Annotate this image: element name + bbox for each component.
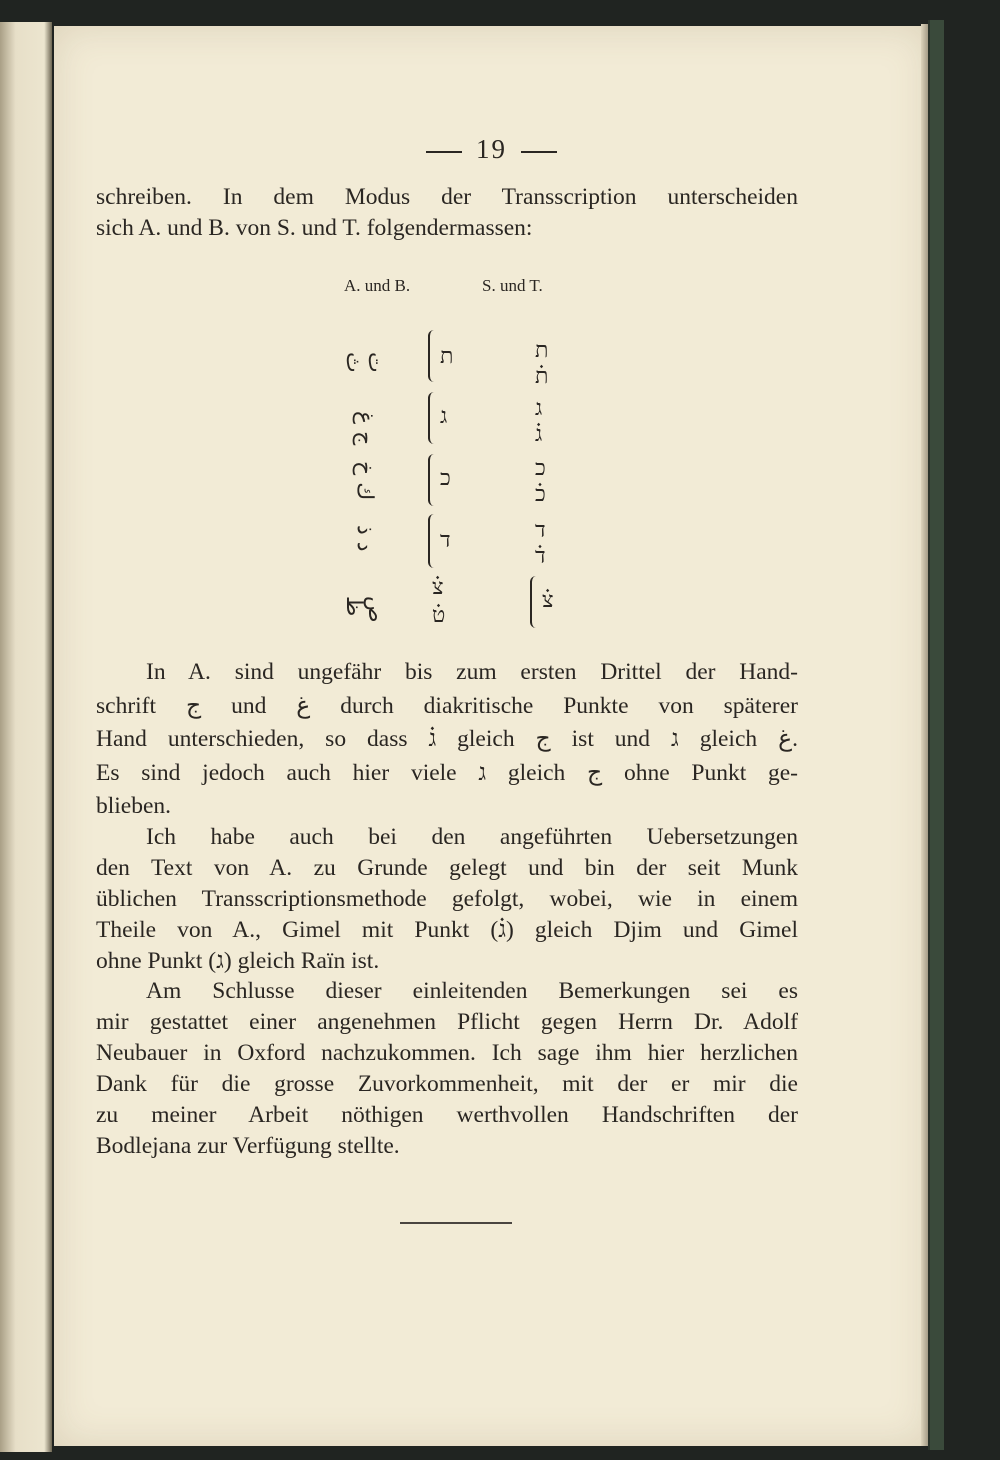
hebrew-letter: ד	[440, 528, 451, 553]
text-line: Theile von A., Gimel mit Punkt (ג֗) gleich Djim und Gimel	[96, 917, 799, 943]
hebrew-letter: כ	[440, 466, 451, 491]
text-line: üblichen Transscriptionsmethode gefolgt, wobei, wie in einem	[96, 886, 798, 912]
text-line: Am Schlusse dieser einleitenden Bemerkungen sei es	[146, 978, 798, 1004]
brace	[428, 454, 436, 506]
arabic-letters: د ذ	[352, 525, 377, 552]
text-line: sich A. und B. von S. und T. folgendermassen:	[96, 215, 533, 241]
header-dash-right	[521, 151, 557, 153]
hebrew-letters: ג ג֗	[535, 396, 543, 447]
hebrew-letters: ת ת֗	[535, 338, 549, 389]
text-line: Dank für die grosse Zuvorkommenheit, mit der er mir die	[96, 1071, 798, 1097]
brace	[428, 514, 436, 568]
page-number: 19	[476, 134, 507, 164]
brace	[428, 330, 436, 382]
column-header-a-b: A. und B.	[344, 276, 411, 295]
hebrew-letter: צ֗	[542, 588, 554, 613]
previous-page-edge	[0, 22, 52, 1452]
arabic-letters: ج غ	[352, 411, 377, 446]
text-line: Neubauer in Oxford nachzukommen. Ich sage ihm hier herzlichen	[96, 1040, 798, 1066]
text-line: mir gestattet einer angenehmen Pflicht gegen Herrn Dr. Adolf	[96, 1009, 798, 1035]
brace	[530, 576, 538, 628]
text-line: In A. sind ungefähr bis zum ersten Drittel der Hand-	[146, 659, 798, 685]
text-line: Es sind jedoch auch hier viele ג gleich ج ohne Punkt ge-	[96, 759, 798, 786]
hebrew-letter: ת	[440, 344, 454, 369]
text-line: den Text von A. zu Grunde gelegt und bin der seit Munk	[96, 855, 798, 881]
paragraph-1	[96, 656, 798, 824]
page-header	[54, 134, 929, 165]
hebrew-letters: ד ד֗	[535, 518, 546, 569]
arabic-letters: ك خ	[352, 461, 377, 501]
text-line: Bodlejana zur Verfügung stellte.	[96, 1133, 400, 1159]
section-rule	[400, 1222, 512, 1224]
text-line: Ich habe auch bei den angeführten Uebersetzungen	[146, 824, 798, 850]
arabic-letters: ص ظ	[341, 596, 388, 623]
hebrew-letter: ג	[440, 404, 448, 429]
brace	[428, 392, 436, 444]
text-line: ohne Punkt (ג) gleich Raïn ist.	[96, 948, 380, 974]
column-header-s-t: S. und T.	[482, 276, 543, 295]
book-cover-edge	[928, 20, 944, 1450]
text-line: blieben.	[96, 793, 172, 819]
hebrew-letters: כ כ֗	[535, 456, 546, 507]
intro-text	[96, 182, 798, 244]
text-line: schrift ج und غ durch diakritische Punkte von späterer	[96, 692, 798, 719]
text-line: Hand unterschieden, so dass ג֗ gleich ج ist und ג gleich غ.	[96, 726, 798, 752]
text-line: schreiben. In dem Modus der Transscription unterscheiden	[96, 184, 798, 210]
hebrew-letters: צ֗ ט֗	[432, 575, 446, 628]
header-dash-left	[426, 151, 462, 153]
arabic-letters: ت ث	[341, 352, 388, 373]
text-line: zu meiner Arbeit nöthigen werthvollen Handschriften der	[96, 1102, 798, 1128]
paragraph-2	[96, 822, 798, 977]
paragraph-3	[96, 976, 798, 1162]
